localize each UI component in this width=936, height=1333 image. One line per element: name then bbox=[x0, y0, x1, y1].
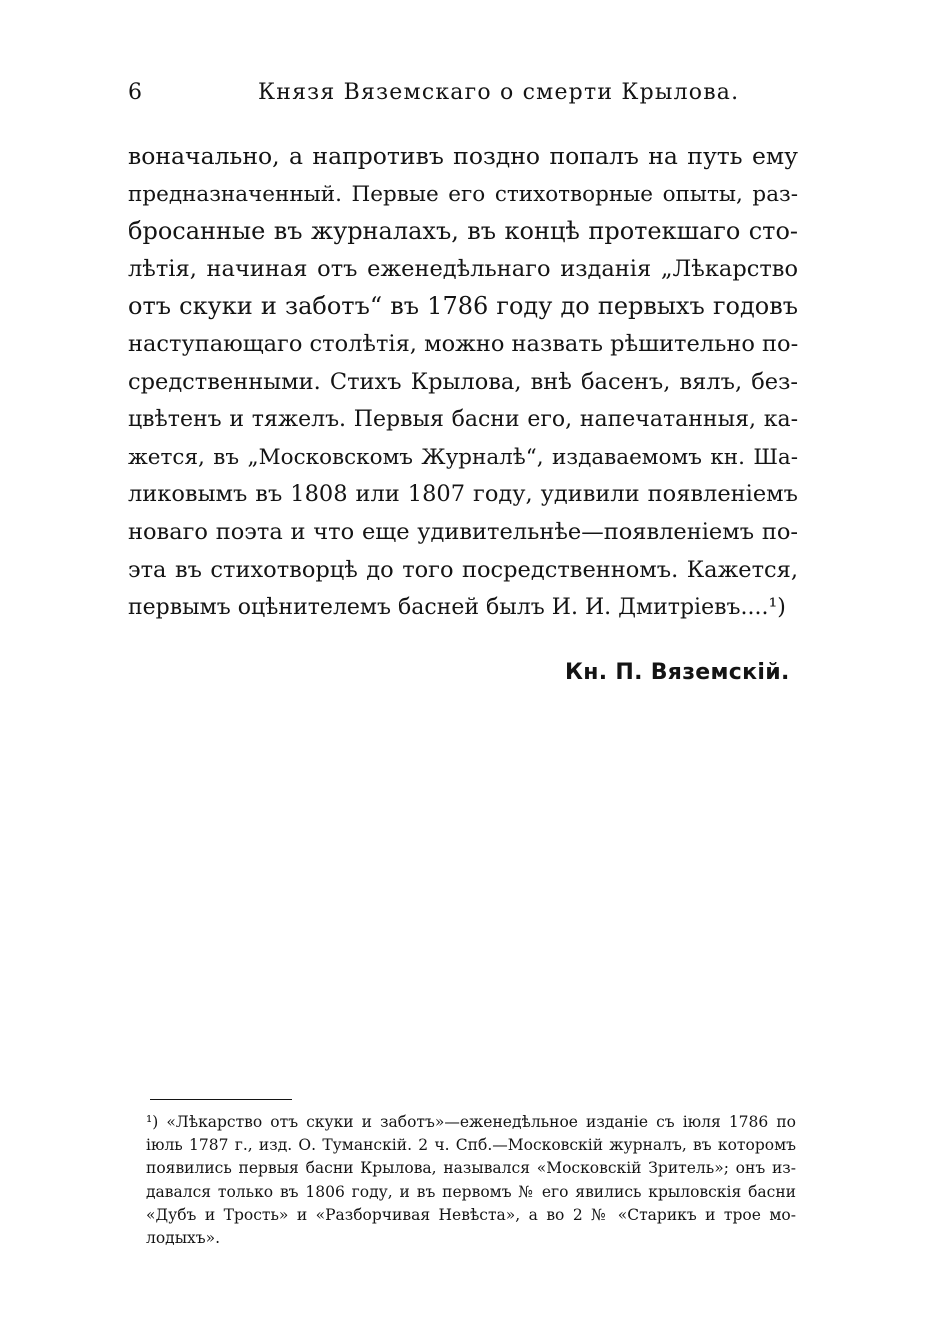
text-line: цвѣтенъ и тяжелъ. Первыя басни его, напечатанныя, ка- bbox=[128, 407, 798, 433]
running-title: Князя Вяземскаго о смерти Крылова. bbox=[258, 80, 740, 105]
text-line: предназначенный. Первые его стихотворные опыты, раз- bbox=[128, 181, 798, 207]
text-line: новаго поэта и что еще удивительнѣе—появленіемъ по- bbox=[128, 518, 798, 545]
running-head bbox=[128, 80, 798, 114]
text-line: средственными. Стихъ Крылова, внѣ басенъ, вялъ, без- bbox=[128, 368, 798, 395]
footnote-line: появились первыя басни Крылова, назывался «Московскій Зритель»; онъ из- bbox=[146, 1159, 796, 1178]
text-line: отъ скуки и заботъ“ въ 1786 году до первыхъ годовъ bbox=[128, 292, 798, 321]
body-paragraph bbox=[128, 138, 798, 627]
text-line: воначально, а напротивъ поздно попалъ на путь ему bbox=[128, 142, 798, 170]
footnote-divider bbox=[150, 1099, 292, 1100]
text-line: наступающаго столѣтія, можно назвать рѣшительно по- bbox=[128, 330, 799, 357]
text-line: бросанные въ журналахъ, въ концѣ протекшаго сто- bbox=[128, 217, 798, 246]
text-line: ликовымъ въ 1808 или 1807 году, удивили появленіемъ bbox=[128, 481, 798, 508]
footnote-line: лодыхъ». bbox=[146, 1228, 221, 1247]
footnote-line: іюль 1787 г., изд. О. Туманскій. 2 ч. Спб.—Московскій журналъ, въ которомъ bbox=[146, 1136, 796, 1155]
page-number: 6 bbox=[128, 80, 143, 105]
footnote-line: «Дубъ и Трость» и «Разборчивая Невѣста», а во 2 № «Старикъ и трое мо- bbox=[146, 1205, 796, 1224]
text-line: эта въ стихотворцѣ до того посредственномъ. Кажется, bbox=[128, 556, 798, 583]
text-line: лѣтія, начиная отъ еженедѣльнаго изданія „Лѣкарство bbox=[128, 255, 798, 282]
footnote bbox=[146, 1111, 796, 1250]
author-signature: Кн. П. Вяземскій. bbox=[565, 660, 790, 685]
text-line: первымъ оцѣнителемъ басней былъ И. И. Дмитріевъ....¹) bbox=[128, 595, 786, 621]
footnote-line: давался только въ 1806 году, и въ первомъ № его явились крыловскія басни bbox=[146, 1182, 796, 1201]
text-line: жется, въ „Московскомъ Журналѣ“, издаваемомъ кн. Ша- bbox=[128, 444, 798, 470]
footnote-line: ¹) «Лѣкарство отъ скуки и заботъ»—еженедѣльное изданіе съ іюля 1786 по bbox=[146, 1113, 796, 1131]
